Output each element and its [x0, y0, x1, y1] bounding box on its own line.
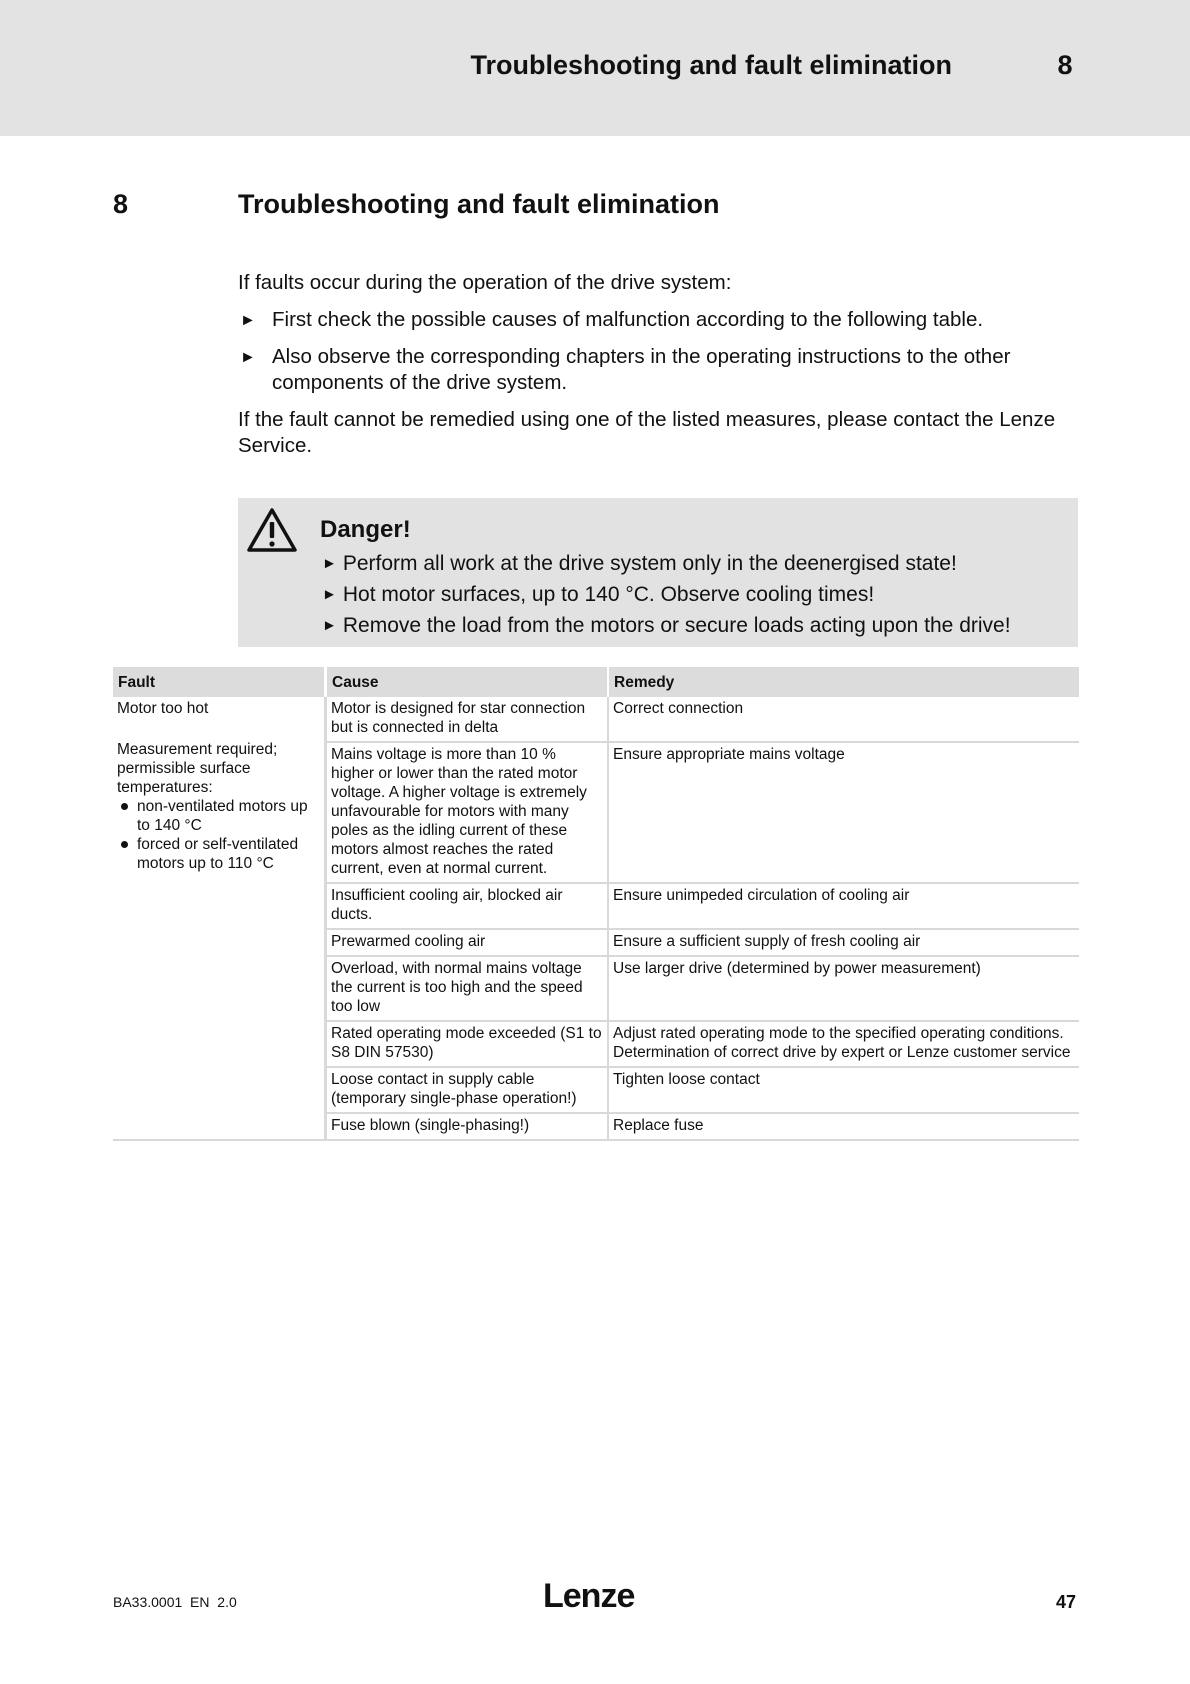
intro-paragraph: If faults occur during the operation of the drive system:	[238, 271, 732, 294]
danger-item-text: Perform all work at the drive system only in the deenergised state!	[342, 552, 957, 575]
list-item: non-ventilated motors up to 140 °C	[117, 797, 320, 835]
danger-item	[322, 552, 957, 576]
chapter-title: Troubleshooting and fault elimination	[238, 189, 720, 219]
fault-table	[113, 667, 1079, 1141]
danger-notice	[238, 498, 1078, 647]
running-header-title: Troubleshooting and fault elimination	[470, 50, 952, 80]
running-header-chapter: 8	[1057, 50, 1073, 80]
arrow-bullet-icon: ►	[322, 617, 337, 634]
cause-cell: Insufficient cooling air, blocked air ducts.	[324, 884, 607, 930]
remedy-cell: Correct connection	[607, 697, 1079, 743]
column-header-cause: Cause	[324, 667, 607, 697]
danger-item	[322, 614, 1011, 638]
warning-triangle-icon	[246, 506, 298, 554]
remedy-cell: Replace fuse	[607, 1114, 1079, 1141]
cause-cell: Loose contact in supply cable (temporary single-phase operation!)	[324, 1068, 607, 1114]
chapter-number: 8	[113, 189, 129, 219]
arrow-bullet-icon: ►	[322, 586, 337, 603]
cause-cell: Overload, with normal mains voltage the current is too high and the speed too low	[324, 957, 607, 1022]
fault-cell	[113, 697, 324, 1141]
danger-item-text: Hot motor surfaces, up to 140 °C. Observe cooling times!	[342, 583, 875, 606]
arrow-bullet-icon: ►	[240, 349, 256, 366]
cause-cell: Prewarmed cooling air	[324, 930, 607, 957]
remedy-cell: Use larger drive (determined by power measurement)	[607, 957, 1079, 1022]
remedy-cell: Adjust rated operating mode to the specified operating conditions. Determination of correct drive by expert or Lenze customer service	[607, 1022, 1079, 1068]
closing-paragraph: If the fault cannot be remedied using one of the listed measures, please contact the Lenze Service.	[238, 408, 1056, 457]
danger-item	[322, 583, 874, 607]
cause-cell: Motor is designed for star connection but is connected in delta	[324, 697, 607, 743]
fault-name: Motor too hot	[117, 700, 209, 717]
remedy-cell: Ensure a sufficient supply of fresh cooling air	[607, 930, 1079, 957]
column-header-fault: Fault	[113, 667, 324, 697]
bullet-item	[238, 307, 1080, 333]
lenze-logo: Lenze	[543, 1577, 635, 1615]
temperature-list	[117, 797, 320, 873]
cause-cell: Fuse blown (single-phasing!)	[324, 1114, 607, 1141]
fault-note: Measurement required; permissible surface temperatures:	[117, 741, 278, 796]
cause-cell: Mains voltage is more than 10 % higher or lower than the rated motor voltage. A higher voltage is extremely unfavourable for motors with many poles as the idling current of these motors almost reaches the rated current, even at normal current.	[324, 743, 607, 884]
arrow-bullet-icon: ►	[322, 555, 337, 572]
remedy-cell: Tighten loose contact	[607, 1068, 1079, 1114]
bullet-text: First check the possible causes of malfunction according to the following table.	[272, 308, 984, 331]
column-header-remedy: Remedy	[607, 667, 1079, 697]
danger-item-text: Remove the load from the motors or secure loads acting upon the drive!	[342, 614, 1011, 637]
table-header-row	[113, 667, 1079, 697]
bullet-item	[238, 344, 1080, 396]
remedy-cell: Ensure unimpeded circulation of cooling air	[607, 884, 1079, 930]
page-number: 47	[1055, 1592, 1076, 1612]
bullet-text: Also observe the corresponding chapters in the operating instructions to the other components of the drive system.	[272, 345, 1011, 394]
arrow-bullet-icon: ►	[240, 312, 256, 329]
danger-title: Danger!	[320, 516, 411, 543]
list-item: forced or self-ventilated motors up to 110 °C	[117, 835, 320, 873]
cause-cell: Rated operating mode exceeded (S1 to S8 DIN 57530)	[324, 1022, 607, 1068]
document-id: BA33.0001 EN 2.0	[113, 1594, 237, 1610]
remedy-cell: Ensure appropriate mains voltage	[607, 743, 1079, 884]
table-row	[113, 697, 1079, 743]
